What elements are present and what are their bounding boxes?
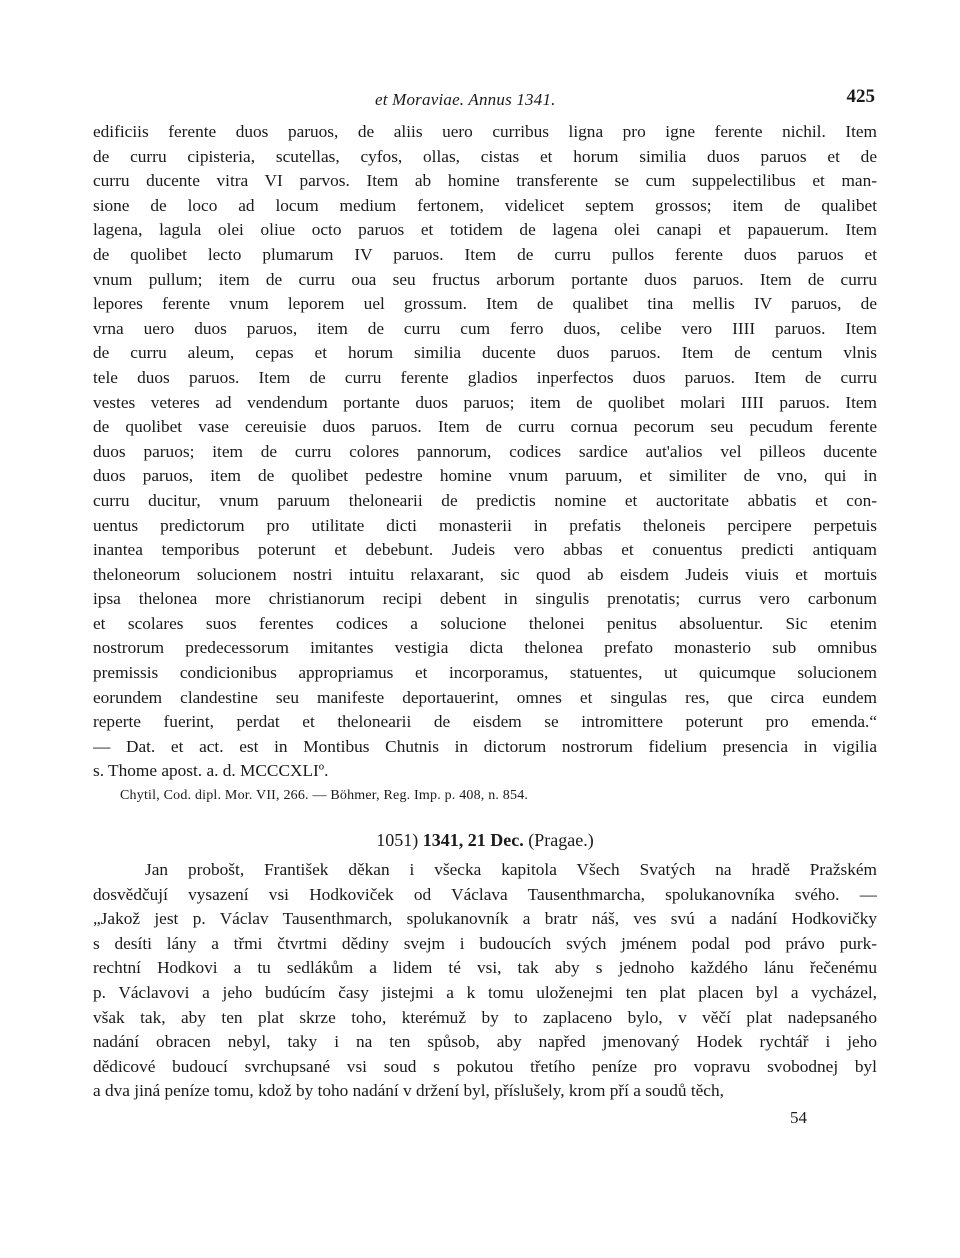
running-title: et Moraviae. Annus 1341.	[375, 90, 556, 109]
text-line: de quolibet lecto plumarum IV paruos. Item de curru pullos ferente duos paruos et	[93, 244, 877, 264]
text-line: eorundem clandestine seu manifeste deportauerint, omnes et singulas res, que circa eundem	[93, 687, 877, 707]
page-number: 425	[846, 86, 875, 107]
text-line: inantea temporibus poterunt et debebunt. Judeis vero abbas et conuentus predicti antiquam	[93, 540, 877, 560]
charter-date: 1341, 21 Dec.	[422, 830, 524, 851]
text-line: „Jakož jest p. Václav Tausenthmarch, spolukanovník a bratr náš, ves svú a nadání Hodkovičky	[93, 909, 877, 929]
text-line: reperte fuerint, perdat et thelonearii de eisdem se intromittere poterunt pro emenda.“	[93, 712, 877, 732]
signature-mark: 54	[790, 1107, 807, 1127]
text-line: nadání obracen nebyl, taky i na ten spůsob, aby napřed jmenovaný Hodek rychtář i jeho	[93, 1032, 877, 1052]
charter-place: (Pragae.)	[528, 830, 594, 851]
source-citation: Chytil, Cod. dipl. Mor. VII, 266. — Böhmer, Reg. Imp. p. 408, n. 854.	[120, 788, 529, 804]
text-line: theloneorum solucionem nostri intuitu relaxarant, sic quod ab eisdem Judeis viuis et mortuis	[93, 564, 877, 584]
text-line: dědicové budoucí svrchupsané vsi soud s pokutou třetího peníze pro vopravu svobodnej byl	[93, 1056, 877, 1076]
text-line: duos paruos; item de curru colores pannorum, codices sardice aut'alios vel pilleos ducente	[93, 441, 877, 461]
text-line: p. Václavovi a jeho budúcím časy jistejmi a k tomu uloženejmi ten plat placen byl a vycházel,	[93, 983, 877, 1002]
text-line: ipsa thelonea more christianorum recipi debent in singulis prenotatis; currus vero carbonum	[93, 589, 877, 609]
text-line: však tak, aby ten plat skrze toho, kterémuž by to zaplaceno bylo, v věčí plat nadepsaného	[93, 1007, 877, 1027]
text-line: sione de loco ad locum medium fertonem, videlicet septem grossos; item de qualibet	[93, 195, 877, 215]
text-line: dosvědčují vysazení vsi Hodkoviček od Václava Tausenthmarcha, spolukanovníka svého. —	[93, 884, 877, 904]
text-line: a dva jiná peníze tomu, kdož by toho nadání v držení byl, příslušely, krom pří a soudů těch,	[93, 1081, 724, 1101]
text-line: et scolares suos ferentes codices a solucione thelonei penitus absoluentur. Sic etenim	[93, 613, 877, 633]
text-line: de quolibet vase cereuisie duos paruos. Item de curru cornua pecorum seu pecudum ferente	[93, 417, 877, 437]
charter-number: 1051)	[376, 830, 419, 851]
page-header	[93, 84, 877, 116]
text-line: de curru aleum, cepas et horum similia ducente duos paruos. Item de centum vlnis	[93, 343, 877, 363]
charter-heading	[93, 828, 877, 858]
text-line: de curru cipisteria, scutellas, cyfos, ollas, cistas et horum similia duos paruos et de	[93, 146, 877, 166]
text-line: uentus predictorum pro utilitate dicti monasterii in prefatis theloneis percipere perpetuis	[93, 515, 877, 535]
text-line: nostrorum predecessorum imitantes vestigia dicta thelonea prefato monasterio sub omnibus	[93, 638, 877, 658]
czech-charter-text	[93, 858, 877, 1104]
text-line: rechtní Hodkovi a tu sedlákům a lidem té vsi, tak aby s jednoho každého lánu řečenému	[93, 958, 877, 978]
text-line: premissis condicionibus appropriamus et incorporamus, statuentes, ut quicumque solucionem	[93, 663, 877, 683]
text-line: curru ducente vitra VI parvos. Item ab homine transferente se cum suppelectilibus et man-	[93, 171, 877, 191]
text-line: Jan probošt, František děkan i všecka kapitola Všech Svatých na hradě Pražském	[145, 860, 877, 880]
text-line: vestes veteres ad vendendum portante duos paruos; item de quolibet molari IIII paruos. Item	[93, 392, 877, 412]
text-line: lepores ferente vnum leporem uel grossum. Item de qualibet tina mellis IV paruos, de	[93, 294, 877, 314]
text-line: s. Thome apost. a. d. MCCCXLIº.	[93, 761, 329, 781]
text-line: — Dat. et act. est in Montibus Chutnis in dictorum nostrorum fidelium presencia in vigilia	[93, 736, 877, 756]
text-line: vrna uero duos paruos, item de curru cum ferro duos, celibe vero IIII paruos. Item	[93, 318, 877, 338]
text-line: lagena, lagula olei oliue octo paruos et totidem de lagena olei canapi et papauerum. Item	[93, 220, 877, 240]
text-line: tele duos paruos. Item de curru ferente gladios inperfectos duos paruos. Item de curru	[93, 367, 877, 387]
text-line: curru ducitur, vnum paruum thelonearii de predictis nomine et auctoritate abbatis et con-	[93, 490, 877, 510]
text-line: duos paruos, item de quolibet pedestre homine vnum paruum, et similiter de vno, qui in	[93, 466, 877, 486]
document-page	[93, 84, 877, 1128]
text-line: vnum pullum; item de curru oua seu fructus arborum portante duos paruos. Item de curru	[93, 269, 877, 289]
text-line: edificiis ferente duos paruos, de aliis uero curribus ligna pro igne ferente nichil. Item	[93, 122, 877, 141]
latin-charter-text	[93, 120, 877, 784]
text-line: s desíti lány a třmi čtvrtmi dědiny svejm i budoucích svých jménem podal pod právo purk-	[93, 933, 877, 953]
